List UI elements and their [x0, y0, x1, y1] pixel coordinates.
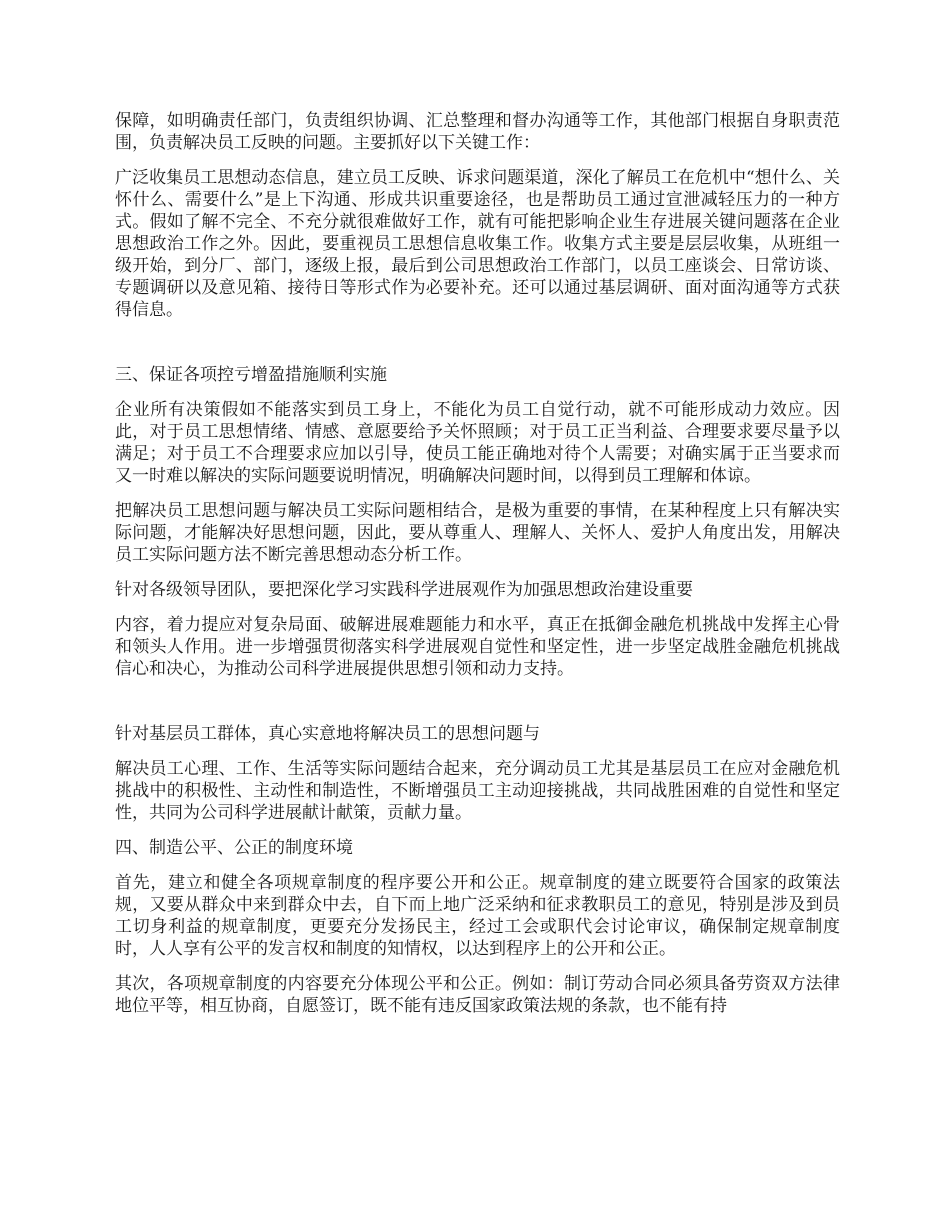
paragraph-collect-info: 广泛收集员工思想动态信息，建立员工反映、诉求问题渠道，深化了解员工在危机中“想什么、关怀什么、需要什么”是上下沟通、形成共识重要途径，也是帮助员工通过宣泄减轻压力的一种方式。假如了解不完全、不充分就很难做好工作，就有可能把影响企业生存进展关键问题落在企业思想政治工作之外。因此，要重视员工思想信息收集工作。收集方式主要是层层收集，从班组一级开始，到分厂、部门，逐级上报，最后到公司思想政治工作部门，以员工座谈会、日常访谈、专题调研以及意见箱、接待日等形式作为必要补充。还可以通过基层调研、面对面沟通等方式获得信息。 [115, 168, 840, 320]
paragraph-combine-problems: 把解决员工思想问题与解决员工实际问题相结合，是极为重要的事情，在某种程度上只有解决实际问题，才能解决好思想问题，因此，要从尊重人、理解人、关怀人、爱护人角度出发，用解决员工实际问题方法不断完善思想动态分析工作。 [115, 501, 840, 565]
paragraph-leadership: 针对各级领导团队，要把深化学习实践科学进展观作为加强思想政治建设重要 [115, 580, 693, 600]
document-page [115, 110, 840, 1030]
paragraph-grassroots: 解决员工心理、工作、生活等实际问题结合起来，充分调动员工尤其是基层员工在应对金融危机挑战中的积极性、主动性和制造性，不断增强员工主动迎接挑战，共同战胜困难的自觉性和坚定性，共同为公司科学进展献计献策，贡献力量。 [115, 759, 840, 823]
section-heading-three: 三、保证各项控亏增盈措施顺利实施 [115, 365, 387, 385]
paragraph-responsibility: 保障，如明确责任部门，负责组织协调、汇总整理和督办沟通等工作，其他部门根据自身职责范围，负责解决员工反映的问题。主要抓好以下关键工作： [115, 111, 840, 153]
paragraph-content: 内容，着力提应对复杂局面、破解进展难题能力和水平，真正在抵御金融危机挑战中发挥主心骨和领头人作用。进一步增强贯彻落实科学进展观自觉性和坚定性，进一步坚定战胜金融危机挑战信心和决心，为推动公司科学进展提供思想引领和动力支持。 [115, 615, 840, 679]
paragraph-second: 其次，各项规章制度的内容要充分体现公平和公正。例如：制订劳动合同必须具备劳资双方法律地位平等，相互协商，自愿签订，既不能有违反国家政策法规的条款，也不能有持 [115, 974, 840, 1016]
paragraph-first: 首先，建立和健全各项规章制度的程序要公开和公正。规章制度的建立既要符合国家的政策法规，又要从群众中来到群众中去，自下而上地广泛采纳和征求教职员工的意见，特别是涉及到员工切身利益的规章制度，更要充分发扬民主，经过工会或职代会讨论审议，确保制定规章制度时，人人享有公平的发言权和制度的知情权，以达到程序上的公开和公正。 [115, 873, 840, 959]
paragraph-decisions: 企业所有决策假如不能落实到员工身上，不能化为员工自觉行动，就不可能形成动力效应。因此，对于员工思想情绪、情感、意愿要给予关怀照顾；对于员工正当利益、合理要求要尽量予以满足；对于员工不合理要求应加以引导，使员工能正确地对待个人需要；对确实属于正当要求而又一时难以解决的实际问题要说明情况，明确解决问题时间，以得到员工理解和体谅。 [115, 400, 840, 486]
section-heading-grassroots: 针对基层员工群体，真心实意地将解决员工的思想问题与 [115, 724, 540, 744]
section-heading-four: 四、制造公平、公正的制度环境 [115, 838, 353, 858]
section-gap [115, 334, 840, 364]
section-gap [115, 693, 840, 723]
